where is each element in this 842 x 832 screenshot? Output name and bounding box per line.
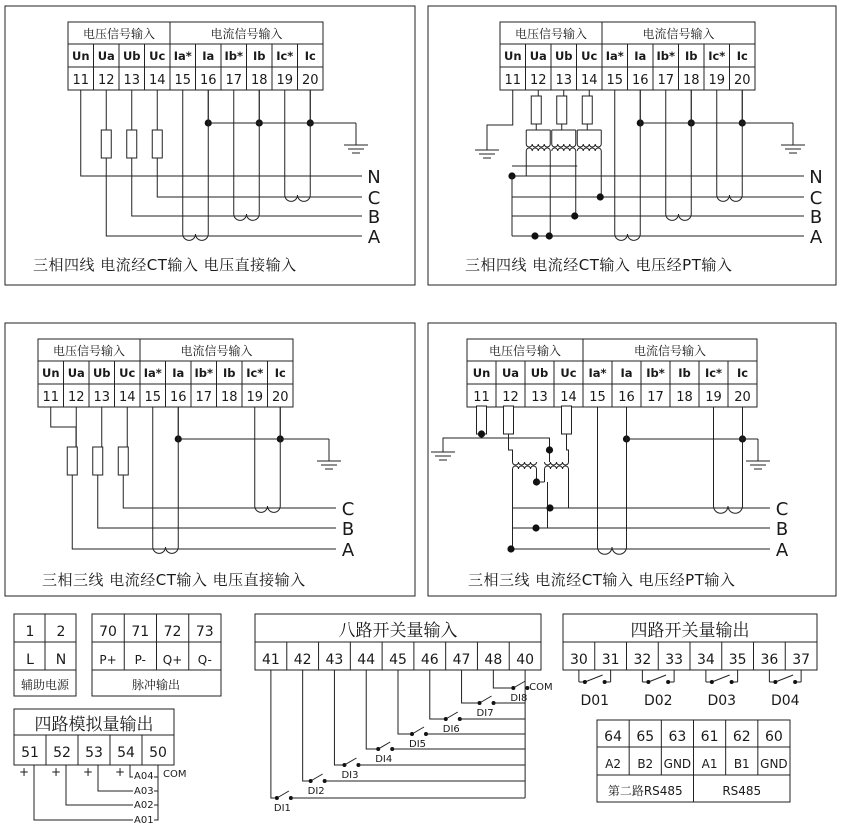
terminal-label: Ib [222,366,236,380]
fuse-symbol [152,130,162,158]
terminal-number: 13 [531,390,548,405]
voltage-input-header: 电压信号输入 [52,344,126,358]
switch-contact [412,727,424,734]
terminal-label: Uc [560,366,577,380]
rs485-terminal-label: A2 [605,757,622,771]
pulse-terminal-number: 72 [163,624,182,640]
rs485-terminal-label: A1 [701,757,718,771]
terminal-label: Ia* [143,366,162,380]
terminal-label: Uc [581,49,598,63]
phase-label-c: C [341,499,355,520]
do-channel-label: D01 [580,693,610,709]
switch-contact [311,774,323,781]
wire [303,670,311,781]
wire [154,765,158,820]
di-terminal-number: 43 [325,652,344,668]
terminal-label: Ib [684,49,698,63]
terminal-label: Ua [97,49,115,63]
fuse-symbol [67,447,77,475]
terminal-label: Ib* [646,366,665,380]
panel-caption: 三相三线 电流经CT输入 电压直接输入 [42,571,306,589]
terminal-number: 17 [195,390,213,405]
aux-terminal-number: 1 [25,624,35,640]
do-terminal-number: 30 [569,652,588,668]
terminal-label: Ub [530,366,549,380]
switch-contact [775,675,793,682]
current-input-header: 电流信号输入 [633,344,707,358]
terminal-label: Un [472,366,491,380]
terminal-number: 17 [225,73,243,88]
wiring-panel-3 [5,323,415,596]
do-terminal-number: 37 [792,652,811,668]
fuse-symbol [531,96,541,124]
wiring-panel-1 [5,6,415,285]
di-channel-label: DI3 [341,770,359,781]
phase-label-b: B [809,207,823,228]
analog-terminal-number: 53 [85,745,103,761]
phase-label-b: B [367,207,381,228]
do-channel-label: D03 [707,693,737,709]
switch-contact [277,791,289,798]
terminal-number: 11 [72,73,90,88]
junction-dot [531,232,538,239]
pulse-terminal-label: Q- [197,653,212,667]
terminal-label: Ia* [588,366,607,380]
switch-contact [648,675,666,682]
phase-label-c: C [367,188,381,209]
terminal-number: 18 [682,73,700,88]
do-terminal-number: 31 [601,652,620,668]
phase-label-c: C [775,499,789,520]
pulse-terminal-number: 73 [195,624,214,640]
aux-terminal-label: L [26,652,34,668]
rs485-block [597,720,790,802]
com-label: COM [529,682,553,693]
junction-dot [730,680,734,684]
rs485-terminal-number: 64 [604,729,622,745]
wire [130,765,133,777]
phase-label-n: N [367,167,381,188]
do-terminal-number: 36 [760,652,779,668]
junction-dot [275,796,279,800]
do-terminal-number: 32 [633,652,652,668]
terminal-number: 19 [246,390,264,405]
terminal-label: Ia* [605,49,624,63]
switch-contact [513,681,525,688]
wire [334,670,344,765]
panel-caption: 三相四线 电流经CT输入 电压经PT输入 [465,256,733,274]
terminal-label: Uc [119,366,136,380]
analog-terminal-number: 50 [149,745,167,761]
terminal-label: Ua [529,49,547,63]
di-channel-label: DI4 [375,754,393,765]
rs485-terminal-number: 62 [732,729,751,745]
terminal-label: Ia [620,366,633,380]
rs485-terminal-number: 65 [636,729,655,745]
voltage-input-header: 电压信号输入 [82,27,156,41]
junction-dot [376,747,380,751]
pulse-output-block [92,614,221,696]
terminal-label: Ic* [708,49,726,63]
terminal-label: Ib [252,49,266,63]
terminal-label: Ua [67,366,85,380]
terminal-number: 18 [676,390,693,405]
terminal-label: Un [41,366,60,380]
aux-terminal-number: 2 [56,624,66,640]
fuse-symbol [557,96,567,124]
do-terminal-number: 35 [728,652,747,668]
junction-dot [583,680,587,684]
terminal-number: 16 [631,73,649,88]
pulse-terminal-label: Q+ [162,653,183,667]
voltage-input-header: 电压信号输入 [514,27,588,41]
fuse-symbol [562,406,572,434]
junction-dot [309,779,313,783]
di-channel-label: DI2 [307,786,325,797]
wire [462,670,480,703]
terminal-number: 17 [657,73,675,88]
junction-dot [710,680,714,684]
do-channel-label: D04 [770,693,800,709]
terminal-number: 16 [169,390,187,405]
terminal-number: 12 [502,390,519,405]
terminal-label: Ib* [194,366,214,380]
terminal-label: Ic [304,49,316,63]
analog-output-block [14,709,186,826]
junction-dot [507,545,514,552]
terminal-number: 14 [560,390,577,405]
aux-power-block [14,614,76,696]
di-title: 八路开关量输入 [338,621,458,641]
terminal-number: 18 [250,73,268,88]
terminal-number: 14 [580,73,598,88]
terminal-number: 13 [123,73,141,88]
switch-contact [446,712,458,719]
do-terminal-number: 34 [696,652,715,668]
terminal-label: Ib* [656,49,676,63]
terminal-number: 15 [589,390,606,405]
switch-contact [344,758,356,765]
junction-dot [546,504,553,511]
digital-output-block [563,614,817,709]
terminal-label: Ic [274,366,286,380]
fuse-symbol [504,406,514,434]
analog-terminal-number: 51 [21,745,39,761]
di-channel-label: DI5 [409,739,427,750]
terminal-label: Ib [678,366,691,380]
fuse-symbol [118,447,128,475]
terminal-number: 12 [97,73,115,88]
terminal-label: Ic [736,49,748,63]
wire [430,670,446,719]
terminal-number: 18 [220,390,238,405]
di-channel-label: DI8 [510,693,528,704]
analog-output-label: A01 [134,815,154,826]
junction-dot [666,680,670,684]
terminal-number: 12 [529,73,547,88]
di-terminal-number: 40 [516,652,535,668]
terminal-label: Un [71,49,90,63]
terminal-label: Ua [501,366,520,380]
rs485-terminal-label: GND [760,757,788,771]
plus-sign: + [114,765,126,779]
pulse-terminal-number: 70 [99,624,117,640]
analog-terminal-number: 52 [53,745,71,761]
junction-dot [478,701,482,705]
do-terminal-number: 33 [665,652,684,668]
terminal-label: Ic [736,366,749,380]
pulse-terminal-label: P+ [99,653,117,667]
switch-contact [585,675,603,682]
wire [398,670,412,734]
phase-label-a: A [775,540,789,561]
com-label: COM [163,769,187,780]
terminal-number: 16 [618,390,635,405]
wiring-panel-2 [428,6,836,285]
analog-output-label: A03 [134,786,154,797]
terminal-label: Ia [172,366,185,380]
wiring-panels [5,6,836,596]
terminal-label: Ia [202,49,215,63]
pulse-terminal-number: 71 [131,624,150,640]
fuse-symbol [477,406,487,434]
di-terminal-number: 47 [452,652,471,668]
phase-label-a: A [341,540,355,561]
di-terminal-number: 45 [389,652,407,668]
current-input-header: 电流信号输入 [642,27,715,41]
di-terminal-number: 42 [293,652,312,668]
fuse-symbol [93,447,103,475]
terminal-number: 17 [647,390,664,405]
di-channel-label: DI1 [273,803,291,814]
junction-dot [532,524,539,531]
terminal-number: 11 [42,390,60,405]
fuse-symbol [127,130,137,158]
wiring-panel-4 [428,323,836,596]
terminal-number: 15 [144,390,162,405]
rs485-caption-second: 第二路RS485 [607,784,683,798]
junction-dot [478,430,485,437]
panel-caption: 三相三线 电流经CT输入 电压经PT输入 [468,571,736,589]
junction-dot [571,212,578,219]
rs485-terminal-label: B2 [637,757,654,771]
terminal-number: 11 [473,390,490,405]
terminal-label: Ia [634,49,647,63]
terminal-number: 14 [148,73,166,88]
terminal-label: Ub [92,366,111,380]
do-channel-label: D02 [643,693,673,709]
terminal-label: Ic* [276,49,294,63]
terminal-number: 20 [734,390,751,405]
phase-label-a: A [367,227,381,248]
wire [366,670,378,749]
pulse-terminal-label: P- [134,653,146,667]
plus-sign: + [18,765,30,779]
terminal-number: 11 [504,73,522,88]
junction-dot [603,680,607,684]
terminal-number: 16 [199,73,217,88]
rs485-terminal-number: 60 [765,729,783,745]
junction-dot [646,680,650,684]
phase-label-n: N [809,167,823,188]
do-title: 四路开关量输出 [630,621,750,641]
analog-output-label: A04 [134,771,154,782]
aux-caption: 辅助电源 [20,678,70,692]
wire [493,670,513,688]
plus-sign: + [50,765,62,779]
terminal-number: 19 [276,73,294,88]
rs485-terminal-number: 61 [700,729,719,745]
terminal-label: Ic* [246,366,264,380]
panel-caption: 三相四线 电流经CT输入 电压直接输入 [33,256,297,274]
di-terminal-number: 44 [357,652,376,668]
analog-title: 四路模拟量输出 [34,715,154,735]
di-channel-label: DI7 [476,708,494,719]
rs485-terminal-label: B1 [733,757,750,771]
terminal-label: Ub [554,49,573,63]
rs485-caption: RS485 [722,784,762,798]
terminal-number: 15 [606,73,624,88]
terminal-number: 13 [555,73,573,88]
current-input-header: 电流信号输入 [180,344,253,358]
junction-dot [342,763,346,767]
terminal-number: 15 [174,73,192,88]
switch-contact [712,675,730,682]
analog-output-label: A02 [134,800,154,811]
phase-label-c: C [809,188,823,209]
pulse-caption: 脉冲输出 [131,678,181,692]
rs485-terminal-label: GND [663,757,692,771]
fuse-symbol [101,130,111,158]
junction-dot [511,686,515,690]
terminal-number: 19 [708,73,726,88]
terminal-number: 14 [118,390,136,405]
fuse-symbol [582,96,592,124]
junction-dot [546,446,553,453]
junction-dot [546,232,553,239]
junction-dot [793,680,797,684]
di-channel-label: DI6 [442,724,460,735]
digital-input-block [255,614,553,814]
switch-contact [480,696,492,703]
junction-dot [773,680,777,684]
plus-sign: + [82,765,94,779]
junction-dot [410,732,414,736]
current-input-header: 电流信号输入 [210,27,283,41]
terminal-number: 19 [705,390,722,405]
terminal-number: 20 [301,73,319,88]
di-terminal-number: 41 [261,652,280,668]
switch-contact [378,742,390,749]
terminal-label: Ia* [173,49,192,63]
phase-label-b: B [341,519,355,540]
terminal-number: 12 [67,390,85,405]
terminal-number: 20 [271,390,289,405]
terminal-label: Ic* [704,366,723,380]
terminal-label: Uc [149,49,166,63]
junction-dot [444,717,448,721]
phase-label-b: B [775,519,789,540]
rs485-terminal-number: 63 [668,729,687,745]
terminal-label: Ub [122,49,141,63]
di-terminal-number: 48 [484,652,503,668]
phase-label-a: A [809,227,823,248]
analog-terminal-number: 54 [117,745,135,761]
junction-dot [597,193,604,200]
terminal-label: Un [503,49,522,63]
di-terminal-number: 46 [420,652,439,668]
wire [271,670,277,798]
terminal-number: 13 [93,390,111,405]
terminal-label: Ib* [224,49,244,63]
voltage-input-header: 电压信号输入 [488,344,562,358]
terminal-number: 20 [733,73,751,88]
aux-terminal-label: N [55,652,67,668]
